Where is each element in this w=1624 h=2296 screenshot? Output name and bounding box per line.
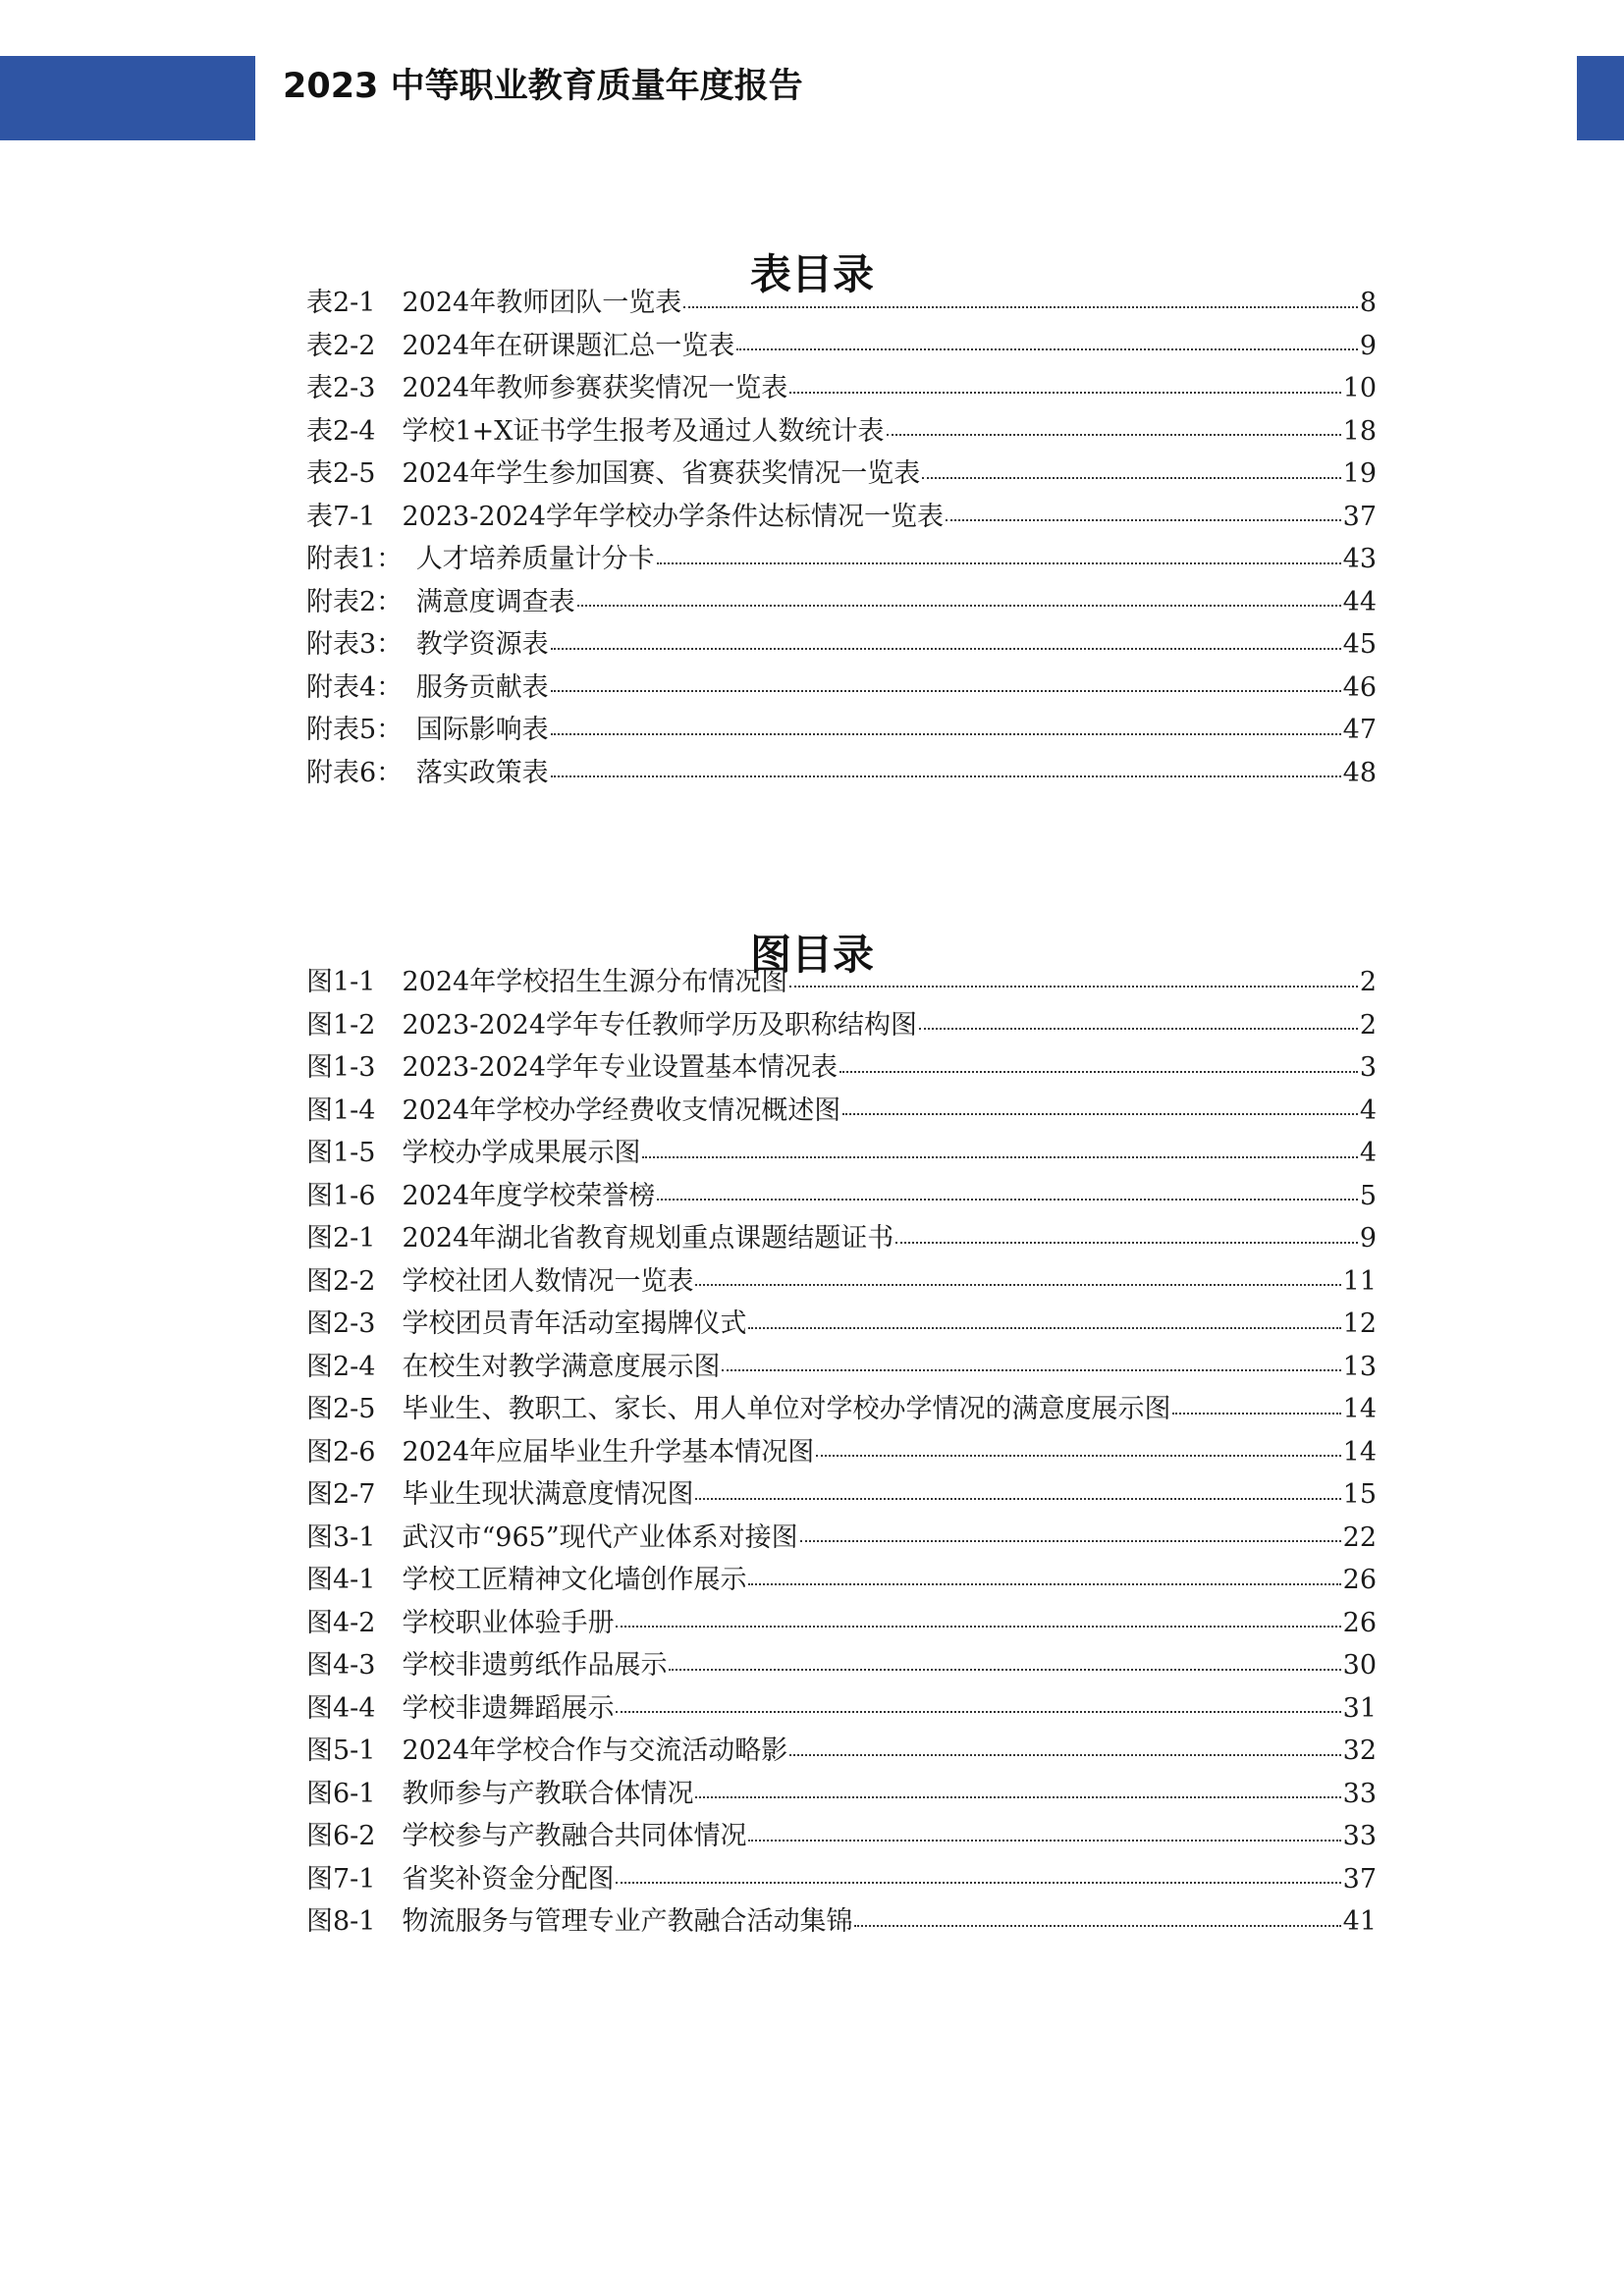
toc-leader-dots	[748, 1583, 1340, 1585]
toc-entry-label: 表2-1	[306, 288, 403, 318]
toc-leader-dots	[887, 434, 1341, 436]
toc-leader-dots	[551, 733, 1341, 735]
toc-entry-page: 22	[1342, 1522, 1377, 1553]
toc-entry-label: 图1-5	[306, 1138, 403, 1168]
toc-entry-page: 31	[1342, 1692, 1377, 1724]
toc-entry-page: 13	[1342, 1351, 1377, 1382]
toc-entry[interactable]	[306, 1132, 1377, 1175]
toc-entry[interactable]	[306, 1517, 1377, 1560]
toc-entry-label: 表7-1	[306, 501, 403, 532]
toc-entry-title: 落实政策表	[415, 757, 549, 788]
toc-entry-title: 学校团员青年活动室揭牌仪式	[402, 1308, 747, 1339]
toc-entry-label: 图4-3	[306, 1650, 403, 1681]
toc-entry[interactable]	[306, 1303, 1377, 1346]
header-title: 2023 中等职业教育质量年度报告	[283, 67, 803, 106]
toc-entry-page: 48	[1342, 757, 1377, 788]
toc-entry-title: 2024年湖北省教育规划重点课题结题证书	[402, 1223, 894, 1254]
toc-entry[interactable]	[306, 1046, 1377, 1090]
toc-entry-label: 图4-2	[306, 1607, 403, 1638]
toc-leader-dots	[551, 690, 1341, 692]
toc-entry[interactable]	[306, 1644, 1377, 1687]
toc-entry[interactable]	[306, 410, 1377, 454]
toc-entry-title: 满意度调查表	[415, 586, 575, 617]
toc-leader-dots	[616, 1882, 1340, 1884]
header-accent-bar-left	[0, 56, 255, 140]
toc-entry-label: 图3-1	[306, 1522, 403, 1553]
toc-entry-title: 2024年教师团队一览表	[402, 288, 682, 318]
toc-entry-page: 33	[1342, 1821, 1377, 1851]
toc-entry[interactable]	[306, 961, 1377, 1004]
toc-entry-label: 图8-1	[306, 1906, 403, 1937]
toc-entry[interactable]	[306, 1473, 1377, 1517]
toc-entry[interactable]	[306, 1217, 1377, 1260]
toc-entry-label: 图5-1	[306, 1735, 403, 1766]
toc-entry-title: 2024年学校招生生源分布情况图	[402, 967, 788, 997]
toc-entry-title: 2023-2024学年专任教师学历及职称结构图	[402, 1009, 918, 1041]
toc-entry-page: 37	[1342, 1863, 1377, 1895]
toc-leader-dots	[895, 1242, 1358, 1244]
toc-leader-dots	[748, 1840, 1340, 1842]
toc-entry-label: 表2-4	[306, 415, 403, 447]
toc-entry[interactable]	[306, 367, 1377, 410]
toc-entry[interactable]	[306, 1687, 1377, 1731]
toc-entry-label: 图7-1	[306, 1863, 403, 1895]
toc-entry[interactable]	[306, 709, 1377, 752]
toc-leader-dots	[789, 392, 1340, 394]
toc-entry-page: 44	[1342, 586, 1377, 617]
toc-entry-title: 学校非遗剪纸作品展示	[402, 1650, 668, 1681]
toc-leader-dots	[683, 306, 1358, 308]
header-accent-bar-right	[1577, 56, 1624, 140]
toc-entry[interactable]	[306, 325, 1377, 368]
toc-entry-label: 表2-5	[306, 458, 403, 489]
toc-entry[interactable]	[306, 538, 1377, 581]
toc-entry-page: 14	[1342, 1436, 1377, 1468]
toc-entry[interactable]	[306, 623, 1377, 667]
toc-leader-dots	[616, 1711, 1340, 1713]
toc-entry-title: 学校职业体验手册	[402, 1607, 615, 1638]
toc-entry-label: 图2-5	[306, 1394, 403, 1424]
toc-leader-dots	[919, 1028, 1358, 1030]
toc-entry-label: 图4-4	[306, 1692, 403, 1724]
toc-entry-title: 人才培养质量计分卡	[415, 544, 655, 574]
toc-entry-title: 省奖补资金分配图	[402, 1863, 615, 1895]
toc-leader-dots	[642, 1156, 1357, 1158]
toc-entry-page: 2	[1359, 967, 1377, 997]
toc-entry-label: 图2-4	[306, 1351, 403, 1382]
toc-entry-title: 教师参与产教联合体情况	[402, 1778, 694, 1809]
toc-entry-page: 4	[1359, 1095, 1377, 1126]
toc-leader-dots	[842, 1113, 1358, 1115]
toc-leader-dots	[839, 1071, 1358, 1073]
toc-entry[interactable]	[306, 1900, 1377, 1944]
toc-entry[interactable]	[306, 1090, 1377, 1133]
toc-tables-list	[306, 282, 1377, 794]
toc-entry[interactable]	[306, 1260, 1377, 1304]
toc-entry-title: 2023-2024学年学校办学条件达标情况一览表	[402, 501, 945, 532]
toc-leader-dots	[551, 775, 1341, 777]
toc-leader-dots	[695, 1498, 1340, 1500]
toc-entry-page: 37	[1342, 501, 1377, 532]
toc-entry-label: 附表6：	[306, 757, 416, 788]
toc-entry-label: 图2-2	[306, 1265, 403, 1297]
toc-leader-dots	[695, 1284, 1340, 1286]
toc-entry-label: 图6-1	[306, 1778, 403, 1809]
toc-leader-dots	[736, 348, 1358, 350]
toc-entry-page: 10	[1342, 373, 1377, 403]
toc-leader-dots	[577, 605, 1341, 607]
toc-entry-label: 图2-1	[306, 1223, 403, 1254]
toc-entry-title: 学校非遗舞蹈展示	[402, 1692, 615, 1724]
toc-leader-dots	[946, 519, 1341, 521]
toc-entry-label: 附表5：	[306, 715, 416, 745]
toc-entry-page: 30	[1342, 1650, 1377, 1681]
toc-entry-label: 表2-3	[306, 373, 403, 403]
toc-entry-page: 26	[1342, 1565, 1377, 1595]
toc-entry-page: 47	[1342, 715, 1377, 745]
toc-entry-title: 2024年在研课题汇总一览表	[402, 330, 735, 361]
toc-entry-page: 2	[1359, 1009, 1377, 1041]
toc-entry-title: 武汉市“965”现代产业体系对接图	[402, 1522, 798, 1553]
toc-entry-title: 教学资源表	[415, 629, 549, 660]
toc-entry-title: 2024年应届毕业生升学基本情况图	[402, 1436, 815, 1468]
toc-entry[interactable]	[306, 282, 1377, 325]
toc-entry[interactable]	[306, 1175, 1377, 1218]
toc-entry-label: 图6-2	[306, 1821, 403, 1851]
toc-entry-page: 14	[1342, 1394, 1377, 1424]
toc-entry[interactable]	[306, 496, 1377, 539]
toc-figures-title: 图目录	[749, 930, 874, 979]
toc-entry-title: 物流服务与管理专业产教融合活动集锦	[402, 1906, 853, 1937]
toc-entry[interactable]	[306, 1602, 1377, 1645]
toc-entry-label: 附表1：	[306, 544, 416, 574]
toc-leader-dots	[722, 1369, 1340, 1371]
toc-entry-title: 国际影响表	[415, 715, 549, 745]
toc-entry-page: 45	[1342, 629, 1377, 660]
toc-entry-label: 附表4：	[306, 671, 416, 703]
toc-entry[interactable]	[306, 1388, 1377, 1431]
toc-entry-label: 图1-4	[306, 1095, 403, 1126]
toc-entry[interactable]	[306, 1004, 1377, 1047]
toc-entry[interactable]	[306, 581, 1377, 624]
toc-leader-dots	[816, 1455, 1340, 1457]
toc-entry-title: 服务贡献表	[415, 671, 549, 703]
toc-entry-title: 2024年学校办学经费收支情况概述图	[402, 1095, 841, 1126]
toc-entry-page: 41	[1342, 1906, 1377, 1937]
toc-entry-label: 图1-2	[306, 1009, 403, 1041]
toc-entry-title: 2023-2024学年专业设置基本情况表	[402, 1052, 839, 1083]
toc-entry[interactable]	[306, 1431, 1377, 1474]
toc-entry-label: 图2-7	[306, 1479, 403, 1510]
toc-entry-page: 3	[1359, 1052, 1377, 1083]
toc-leader-dots	[789, 1754, 1340, 1756]
toc-entry[interactable]	[306, 667, 1377, 710]
toc-entry-title: 学校社团人数情况一览表	[402, 1265, 694, 1297]
toc-entry-page: 26	[1342, 1607, 1377, 1638]
toc-leader-dots	[616, 1626, 1340, 1628]
toc-entry[interactable]	[306, 1815, 1377, 1858]
toc-entry-page: 9	[1359, 1223, 1377, 1254]
toc-entry-title: 毕业生、教职工、家长、用人单位对学校办学情况的满意度展示图	[402, 1394, 1171, 1424]
toc-entry-page: 43	[1342, 544, 1377, 574]
toc-leader-dots	[922, 477, 1340, 479]
toc-leader-dots	[657, 1199, 1358, 1201]
toc-entry-page: 12	[1342, 1308, 1377, 1339]
toc-leader-dots	[669, 1669, 1340, 1671]
toc-entry-title: 2024年学校合作与交流活动略影	[402, 1735, 788, 1766]
toc-entry-page: 46	[1342, 671, 1377, 703]
toc-entry-title: 学校参与产教融合共同体情况	[402, 1821, 747, 1851]
toc-leader-dots	[789, 986, 1358, 988]
toc-entry-label: 图1-3	[306, 1052, 403, 1083]
toc-entry-title: 学校工匠精神文化墙创作展示	[402, 1565, 747, 1595]
toc-entry-title: 2024年度学校荣誉榜	[402, 1180, 656, 1211]
toc-entry-page: 18	[1342, 415, 1377, 447]
toc-entry-title: 2024年学生参加国赛、省赛获奖情况一览表	[402, 458, 921, 489]
toc-figures-list	[306, 961, 1377, 1944]
toc-entry-page: 11	[1342, 1265, 1377, 1297]
toc-entry-page: 33	[1342, 1778, 1377, 1809]
toc-leader-dots	[854, 1925, 1340, 1927]
toc-entry[interactable]	[306, 1346, 1377, 1389]
toc-entry[interactable]	[306, 1559, 1377, 1602]
toc-leader-dots	[695, 1796, 1340, 1798]
toc-entry-title: 学校1+X证书学生报考及通过人数统计表	[402, 415, 885, 447]
toc-entry[interactable]	[306, 1858, 1377, 1901]
toc-entry-page: 32	[1342, 1735, 1377, 1766]
toc-entry-label: 表2-2	[306, 330, 403, 361]
toc-leader-dots	[657, 562, 1341, 564]
toc-leader-dots	[800, 1540, 1341, 1542]
toc-entry-page: 4	[1359, 1138, 1377, 1168]
toc-entry[interactable]	[306, 1730, 1377, 1773]
toc-entry-page: 15	[1342, 1479, 1377, 1510]
toc-entry[interactable]	[306, 1773, 1377, 1816]
toc-entry-label: 图4-1	[306, 1565, 403, 1595]
toc-leader-dots	[1172, 1413, 1340, 1415]
toc-entry[interactable]	[306, 453, 1377, 496]
toc-entry-page: 9	[1359, 330, 1377, 361]
toc-entry-label: 图2-3	[306, 1308, 403, 1339]
toc-leader-dots	[748, 1327, 1340, 1329]
toc-entry-title: 2024年教师参赛获奖情况一览表	[402, 373, 788, 403]
toc-tables-title: 表目录	[749, 249, 874, 298]
toc-entry-page: 8	[1359, 288, 1377, 318]
toc-entry[interactable]	[306, 752, 1377, 795]
toc-entry-title: 毕业生现状满意度情况图	[402, 1479, 694, 1510]
toc-entry-label: 附表3：	[306, 629, 416, 660]
toc-entry-page: 5	[1359, 1180, 1377, 1211]
toc-leader-dots	[551, 648, 1341, 650]
toc-entry-page: 19	[1342, 458, 1377, 489]
toc-entry-label: 附表2：	[306, 586, 416, 617]
toc-entry-title: 在校生对教学满意度展示图	[402, 1351, 721, 1382]
toc-entry-label: 图1-6	[306, 1180, 403, 1211]
toc-entry-label: 图1-1	[306, 967, 403, 997]
toc-entry-label: 图2-6	[306, 1436, 403, 1468]
toc-entry-title: 学校办学成果展示图	[402, 1138, 641, 1168]
